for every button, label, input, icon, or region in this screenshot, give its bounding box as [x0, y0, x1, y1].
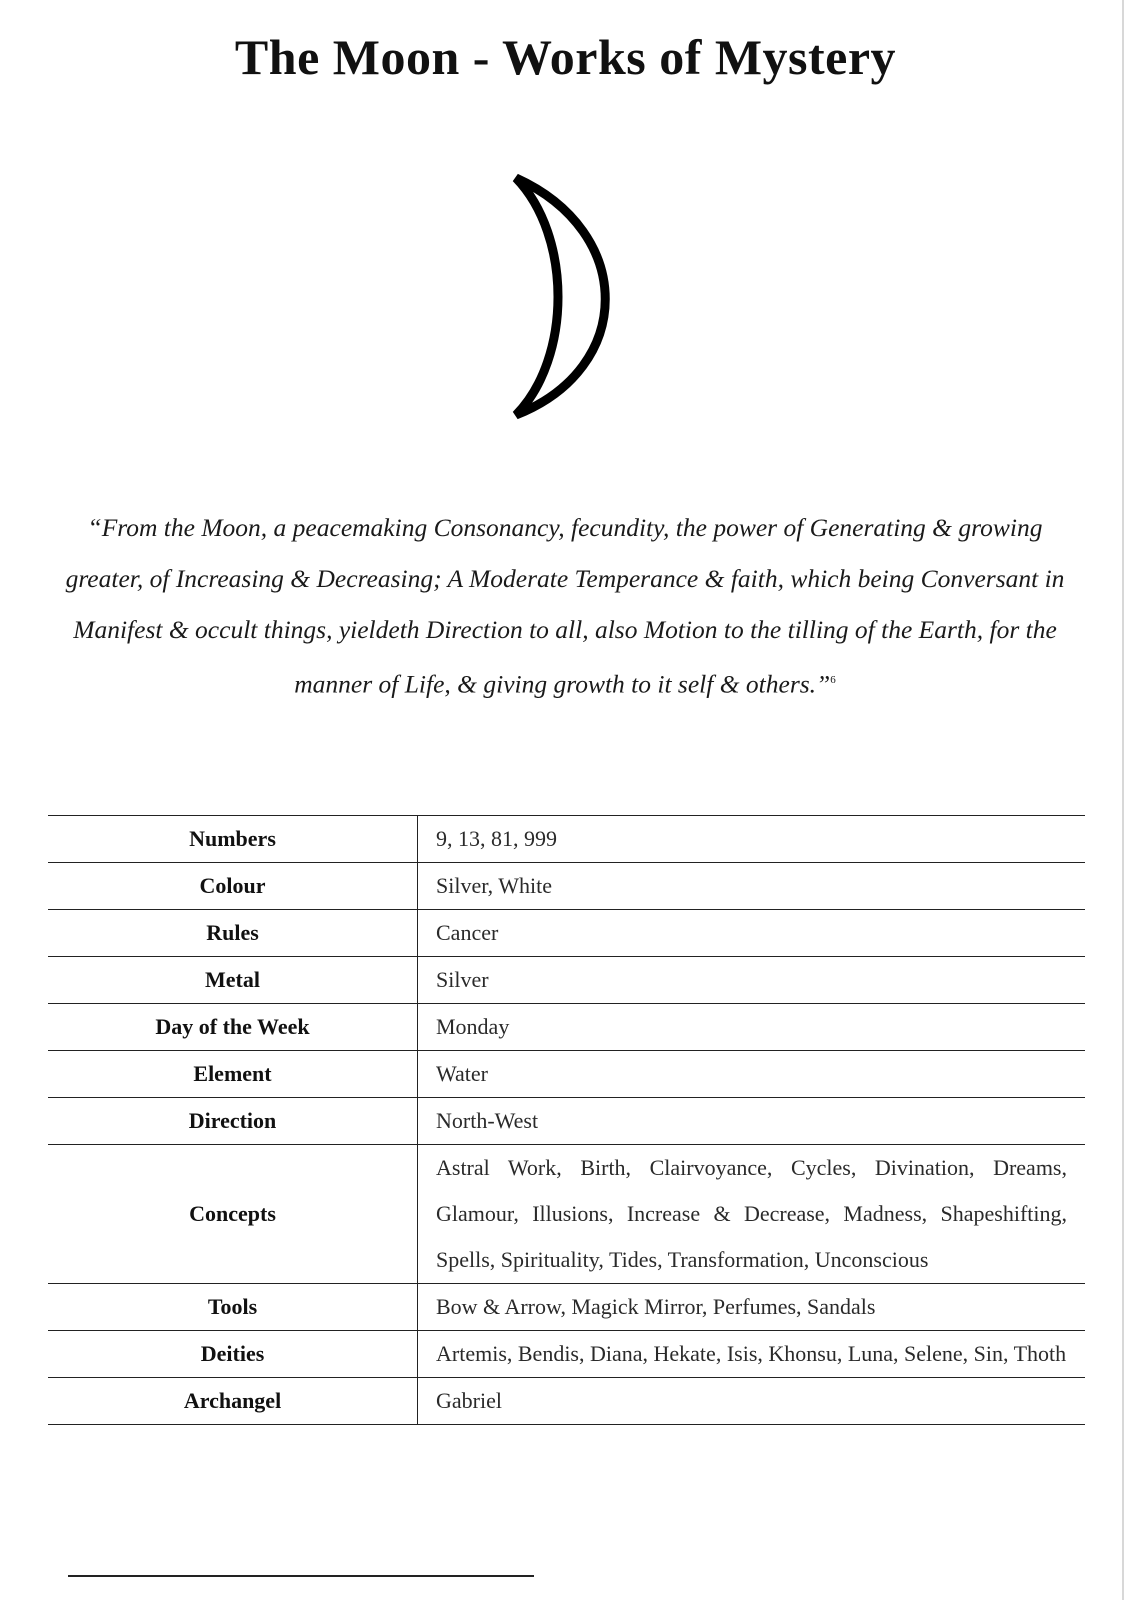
row-label: Element: [48, 1051, 418, 1098]
row-value: Gabriel: [418, 1378, 1086, 1425]
row-label: Colour: [48, 863, 418, 910]
epigraph-quote: [60, 502, 1070, 710]
row-value: Monday: [418, 1004, 1086, 1051]
table-row: [48, 1098, 1085, 1145]
table-row: [48, 863, 1085, 910]
table-row: [48, 1051, 1085, 1098]
row-value: Artemis, Bendis, Diana, Hekate, Isis, Khonsu, Luna, Selene, Sin, Thoth: [418, 1331, 1086, 1378]
row-label: Metal: [48, 957, 418, 1004]
row-value: Silver: [418, 957, 1086, 1004]
row-label: Concepts: [48, 1145, 418, 1284]
quote-text: “From the Moon, a peacemaking Consonancy, fecundity, the power of Generating & growing greater, of Increasing & Decreasing; A Moderate Temperance & faith, which being Conversant in Manifest & occult things, yieldeth Direction to all, also Motion to the tilling of the Earth, for the manner of Life, & giving growth to it self & others.”: [65, 513, 1065, 699]
row-label: Deities: [48, 1331, 418, 1378]
row-value: 9, 13, 81, 999: [418, 816, 1086, 863]
table-row: [48, 910, 1085, 957]
table-row: [48, 957, 1085, 1004]
row-label: Numbers: [48, 816, 418, 863]
row-value: Astral Work, Birth, Clairvoyance, Cycles, Divination, Dreams, Glamour, Illusions, Increase & Decrease, Madness, Shapeshifting, Spells, Spirituality, Tides, Transformation, Unconscious: [418, 1145, 1086, 1284]
row-value: Cancer: [418, 910, 1086, 957]
table-row: [48, 1145, 1085, 1284]
row-label: Tools: [48, 1284, 418, 1331]
page-edge: [1122, 0, 1124, 1600]
row-label: Direction: [48, 1098, 418, 1145]
crescent-moon-icon: [500, 170, 630, 430]
row-value: Bow & Arrow, Magick Mirror, Perfumes, Sandals: [418, 1284, 1086, 1331]
row-label: Rules: [48, 910, 418, 957]
row-label: Archangel: [48, 1378, 418, 1425]
table-row: [48, 1004, 1085, 1051]
footnote-separator: [68, 1575, 534, 1577]
footnote-marker: 6: [830, 674, 836, 686]
table-row: [48, 1284, 1085, 1331]
row-value: Silver, White: [418, 863, 1086, 910]
table-row: [48, 1331, 1085, 1378]
row-value: Water: [418, 1051, 1086, 1098]
row-value: North-West: [418, 1098, 1086, 1145]
table-row: [48, 1378, 1085, 1425]
row-label: Day of the Week: [48, 1004, 418, 1051]
correspondences-table: [48, 815, 1085, 1425]
table-row: [48, 816, 1085, 863]
page-title: The Moon - Works of Mystery: [234, 29, 897, 85]
